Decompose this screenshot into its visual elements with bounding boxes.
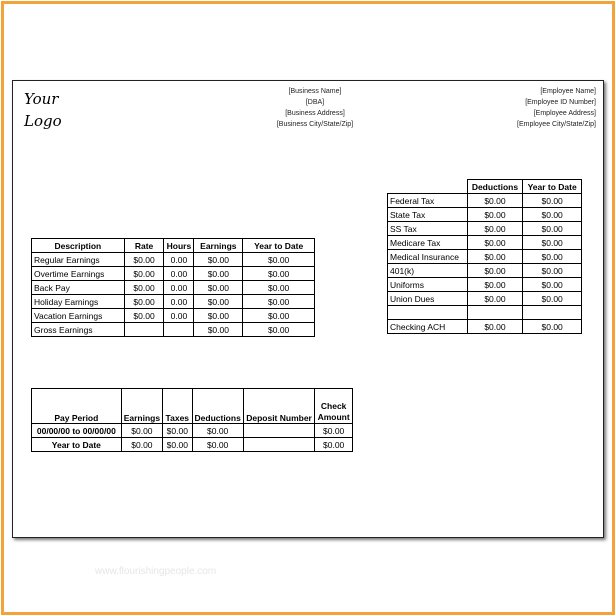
employee-id: [Employee ID Number] xyxy=(525,99,596,106)
earnings-hours: 0.00 xyxy=(164,267,194,281)
earnings-description: Back Pay xyxy=(32,281,125,295)
earnings-header-cell: Description xyxy=(32,239,125,253)
earnings-rate: $0.00 xyxy=(124,295,164,309)
employee-address: [Employee Address] xyxy=(533,110,596,117)
deduction-label: Medical Insurance xyxy=(388,250,468,264)
summary-check-amount: $0.00 xyxy=(315,424,353,438)
deduction-ytd: $0.00 xyxy=(523,208,582,222)
table-row xyxy=(32,253,315,267)
summary-deposit-number xyxy=(243,424,315,438)
deduction-ytd: $0.00 xyxy=(523,320,582,334)
deduction-ytd xyxy=(523,306,582,320)
table-row xyxy=(388,292,582,306)
business-address: [Business Address] xyxy=(285,110,345,117)
earnings-rate: $0.00 xyxy=(124,281,164,295)
deduction-ytd: $0.00 xyxy=(523,236,582,250)
earnings-amount: $0.00 xyxy=(194,281,243,295)
earnings-hours: 0.00 xyxy=(164,253,194,267)
earnings-ytd: $0.00 xyxy=(243,309,315,323)
summary-taxes: $0.00 xyxy=(163,438,192,452)
deduction-amount: $0.00 xyxy=(467,208,523,222)
table-row xyxy=(32,309,315,323)
summary-header-cell: Earnings xyxy=(121,389,162,424)
employee-city: [Employee City/State/Zip] xyxy=(517,121,596,128)
summary-deductions: $0.00 xyxy=(192,424,243,438)
earnings-hours xyxy=(164,323,194,337)
deduction-amount: $0.00 xyxy=(467,320,523,334)
deduction-ytd: $0.00 xyxy=(523,222,582,236)
summary-header-cell: Taxes xyxy=(163,389,192,424)
table-row xyxy=(388,222,582,236)
earnings-amount: $0.00 xyxy=(194,267,243,281)
deduction-amount: $0.00 xyxy=(467,278,523,292)
deduction-ytd: $0.00 xyxy=(523,250,582,264)
earnings-rate: $0.00 xyxy=(124,267,164,281)
deductions-table xyxy=(387,179,582,334)
earnings-rate xyxy=(124,323,164,337)
deductions-header-cell: Year to Date xyxy=(523,180,582,194)
deduction-label: Medicare Tax xyxy=(388,236,468,250)
earnings-ytd: $0.00 xyxy=(243,295,315,309)
summary-earnings: $0.00 xyxy=(121,424,162,438)
deductions-header-cell: Deductions xyxy=(467,180,523,194)
earnings-hours: 0.00 xyxy=(164,309,194,323)
watermark: www.flourishingpeople.com xyxy=(95,566,217,577)
summary-earnings: $0.00 xyxy=(121,438,162,452)
earnings-amount: $0.00 xyxy=(194,323,243,337)
summary-header-cell: Deductions xyxy=(192,389,243,424)
table-row xyxy=(388,236,582,250)
deduction-label: 401(k) xyxy=(388,264,468,278)
earnings-header-cell: Year to Date xyxy=(243,239,315,253)
earnings-rate: $0.00 xyxy=(124,253,164,267)
earnings-header-cell: Hours xyxy=(164,239,194,253)
deduction-amount: $0.00 xyxy=(467,222,523,236)
deduction-amount: $0.00 xyxy=(467,236,523,250)
deduction-label xyxy=(388,306,468,320)
table-row xyxy=(32,424,353,438)
earnings-hours: 0.00 xyxy=(164,295,194,309)
deduction-label: Uniforms xyxy=(388,278,468,292)
earnings-amount: $0.00 xyxy=(194,295,243,309)
earnings-header-cell: Rate xyxy=(124,239,164,253)
earnings-ytd: $0.00 xyxy=(243,267,315,281)
deduction-amount: $0.00 xyxy=(467,194,523,208)
table-row xyxy=(32,438,353,452)
summary-header-row xyxy=(32,389,353,424)
summary-header-cell: Check Amount xyxy=(315,389,353,424)
table-row xyxy=(388,278,582,292)
table-row xyxy=(388,264,582,278)
business-dba: [DBA] xyxy=(305,99,325,106)
table-row xyxy=(388,208,582,222)
summary-period: 00/00/00 to 00/00/00 xyxy=(32,424,122,438)
deduction-label: Federal Tax xyxy=(388,194,468,208)
business-name: [Business Name] xyxy=(288,88,342,95)
table-row xyxy=(32,295,315,309)
summary-check-amount: $0.00 xyxy=(315,438,353,452)
deduction-label: Checking ACH xyxy=(388,320,468,334)
earnings-ytd: $0.00 xyxy=(243,281,315,295)
employee-info xyxy=(470,86,596,130)
deduction-amount: $0.00 xyxy=(467,292,523,306)
summary-period: Year to Date xyxy=(32,438,122,452)
table-row xyxy=(32,323,315,337)
logo-line-1: Your xyxy=(24,90,59,108)
earnings-amount: $0.00 xyxy=(194,309,243,323)
deduction-ytd: $0.00 xyxy=(523,264,582,278)
table-row xyxy=(388,194,582,208)
deduction-amount: $0.00 xyxy=(467,264,523,278)
deduction-label: SS Tax xyxy=(388,222,468,236)
earnings-description: Vacation Earnings xyxy=(32,309,125,323)
earnings-description: Overtime Earnings xyxy=(32,267,125,281)
earnings-header-cell: Earnings xyxy=(194,239,243,253)
summary-deposit-number xyxy=(243,438,315,452)
earnings-header-row xyxy=(32,239,315,253)
earnings-ytd: $0.00 xyxy=(243,253,315,267)
logo-line-2: Logo xyxy=(24,112,62,130)
business-city: [Business City/State/Zip] xyxy=(276,121,354,128)
deduction-amount: $0.00 xyxy=(467,250,523,264)
table-row xyxy=(32,281,315,295)
earnings-ytd: $0.00 xyxy=(243,323,315,337)
summary-taxes: $0.00 xyxy=(163,424,192,438)
table-row xyxy=(388,320,582,334)
pay-summary-table xyxy=(31,388,353,452)
deductions-header-row xyxy=(388,180,582,194)
earnings-hours: 0.00 xyxy=(164,281,194,295)
deduction-ytd: $0.00 xyxy=(523,194,582,208)
earnings-description: Holiday Earnings xyxy=(32,295,125,309)
earnings-amount: $0.00 xyxy=(194,253,243,267)
table-row xyxy=(32,267,315,281)
earnings-rate: $0.00 xyxy=(124,309,164,323)
deduction-ytd: $0.00 xyxy=(523,278,582,292)
earnings-description: Regular Earnings xyxy=(32,253,125,267)
summary-deductions: $0.00 xyxy=(192,438,243,452)
table-row xyxy=(388,250,582,264)
employee-name: [Employee Name] xyxy=(540,88,596,95)
earnings-table xyxy=(31,238,315,337)
deduction-label: State Tax xyxy=(388,208,468,222)
deduction-amount xyxy=(467,306,523,320)
earnings-description: Gross Earnings xyxy=(32,323,125,337)
summary-header-cell: Deposit Number xyxy=(243,389,315,424)
table-row xyxy=(388,306,582,320)
deduction-ytd: $0.00 xyxy=(523,292,582,306)
business-info xyxy=(240,86,390,130)
deduction-label: Union Dues xyxy=(388,292,468,306)
summary-header-cell: Pay Period xyxy=(32,389,122,424)
logo xyxy=(24,88,62,132)
